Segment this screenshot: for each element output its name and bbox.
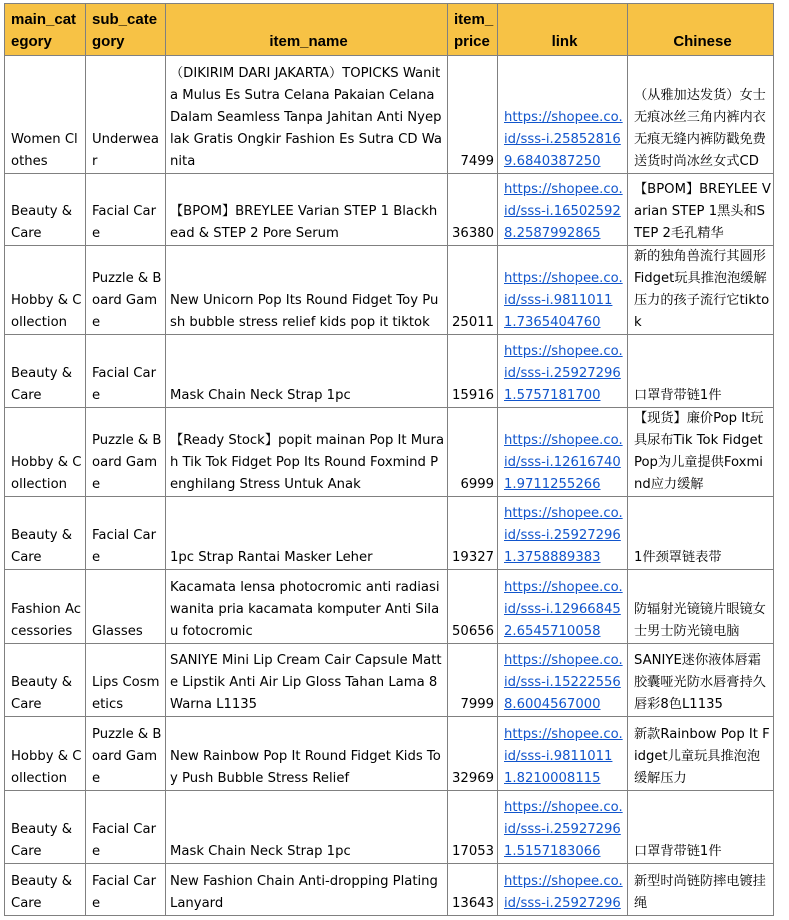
table-row <box>5 335 774 408</box>
sub-category-cell: Lips Cosmetics <box>86 644 166 717</box>
table-row <box>5 864 774 916</box>
main-category-cell: Hobby & Collection <box>5 717 86 791</box>
product-link[interactable]: https://shopee.co.id/sss-i.98110111.7365404760 <box>498 246 628 335</box>
chinese-name-cell: SANIYE迷你液体唇霜胶囊哑光防水唇膏持久唇彩8色L1135 <box>628 644 774 717</box>
chinese-name-cell: 口罩背带链1件 <box>628 335 774 408</box>
item-price-cell: 50656 <box>448 570 498 644</box>
sub-category-cell: Puzzle & Board Game <box>86 246 166 335</box>
product-link[interactable]: https://shopee.co.id/sss-i.259272961.3758889383 <box>498 497 628 570</box>
main-category-header[interactable]: main_cat egory <box>5 4 86 56</box>
item-price-cell: 19327 <box>448 497 498 570</box>
chinese-header[interactable]: Chinese <box>628 4 774 56</box>
item-name-cell: New Rainbow Pop It Round Fidget Kids Toy Push Bubble Stress Relief <box>166 717 448 791</box>
sub-category-cell: Facial Care <box>86 335 166 408</box>
main-category-cell: Beauty & Care <box>5 791 86 864</box>
header-row <box>5 4 774 56</box>
sub-category-cell: Facial Care <box>86 864 166 916</box>
table-row <box>5 246 774 335</box>
main-category-cell: Hobby & Collection <box>5 246 86 335</box>
item-name-cell: New Fashion Chain Anti-dropping Plating Lanyard <box>166 864 448 916</box>
item-name-header[interactable]: item_name <box>166 4 448 56</box>
item-name-cell: 【BPOM】BREYLEE Varian STEP 1 Blackhead & STEP 2 Pore Serum <box>166 174 448 246</box>
product-link[interactable]: https://shopee.co.id/sss-i.126167401.9711255266 <box>498 408 628 497</box>
item-price-cell: 6999 <box>448 408 498 497</box>
item-name-cell: Kacamata lensa photocromic anti radiasi wanita pria kacamata komputer Anti Silau fotocromic <box>166 570 448 644</box>
product-link[interactable]: https://shopee.co.id/sss-i.259272961.5757181700 <box>498 335 628 408</box>
main-category-cell: Beauty & Care <box>5 644 86 717</box>
chinese-name-cell: （从雅加达发货）女士无痕冰丝三角内裤内衣无痕无缝内裤防戳免费送货时尚冰丝女式CD <box>628 56 774 174</box>
product-table <box>4 3 774 916</box>
product-link[interactable]: https://shopee.co.id/sss-i.129668452.6545710058 <box>498 570 628 644</box>
sub-category-cell: Glasses <box>86 570 166 644</box>
sub-category-cell: Facial Care <box>86 497 166 570</box>
table-row <box>5 717 774 791</box>
main-category-cell: Women Clothes <box>5 56 86 174</box>
item-name-cell: 【Ready Stock】popit mainan Pop It Murah Tik Tok Fidget Pop Its Round Foxmind Penghilang Stress Untuk Anak <box>166 408 448 497</box>
main-category-cell: Beauty & Care <box>5 174 86 246</box>
item-price-header[interactable]: item_ price <box>448 4 498 56</box>
item-price-cell: 7999 <box>448 644 498 717</box>
main-category-cell: Hobby & Collection <box>5 408 86 497</box>
item-name-cell: （DIKIRIM DARI JAKARTA）TOPICKS Wanita Mulus Es Sutra Celana Pakaian Celana Dalam Seamless Tanpa Jahitan Anti Nyeplak Gratis Ongkir Fashion Es Sutra CD Wanita <box>166 56 448 174</box>
main-category-cell: Beauty & Care <box>5 864 86 916</box>
table-body <box>5 56 774 916</box>
chinese-name-cell: 口罩背带链1件 <box>628 791 774 864</box>
item-price-cell: 32969 <box>448 717 498 791</box>
sub-category-cell: Facial Care <box>86 791 166 864</box>
item-price-cell: 13643 <box>448 864 498 916</box>
chinese-name-cell: 新款Rainbow Pop It Fidget儿童玩具推泡泡缓解压力 <box>628 717 774 791</box>
chinese-name-cell: 【BPOM】BREYLEE Varian STEP 1黑头和STEP 2毛孔精华 <box>628 174 774 246</box>
main-category-cell: Beauty & Care <box>5 335 86 408</box>
product-link[interactable]: https://shopee.co.id/sss-i.165025928.2587992865 <box>498 174 628 246</box>
chinese-name-cell: 新的独角兽流行其圆形Fidget玩具推泡泡缓解压力的孩子流行它tiktok <box>628 246 774 335</box>
sub-category-cell: Underwear <box>86 56 166 174</box>
sub-category-cell: Puzzle & Board Game <box>86 717 166 791</box>
table-row <box>5 791 774 864</box>
product-link[interactable]: https://shopee.co.id/sss-i.152225568.6004567000 <box>498 644 628 717</box>
product-link[interactable]: https://shopee.co.id/sss-i.259272961.5157183066 <box>498 791 628 864</box>
item-price-cell: 17053 <box>448 791 498 864</box>
product-link[interactable]: https://shopee.co.id/sss-i.258528169.6840387250 <box>498 56 628 174</box>
chinese-name-cell: 新型时尚链防摔电镀挂绳 <box>628 864 774 916</box>
item-price-cell: 25011 <box>448 246 498 335</box>
table-row <box>5 644 774 717</box>
item-name-cell: Mask Chain Neck Strap 1pc <box>166 791 448 864</box>
table-row <box>5 174 774 246</box>
item-name-cell: New Unicorn Pop Its Round Fidget Toy Push bubble stress relief kids pop it tiktok <box>166 246 448 335</box>
table-row <box>5 570 774 644</box>
item-name-cell: 1pc Strap Rantai Masker Leher <box>166 497 448 570</box>
chinese-name-cell: 1件颈罩链表带 <box>628 497 774 570</box>
item-price-cell: 7499 <box>448 56 498 174</box>
table-row <box>5 497 774 570</box>
chinese-name-cell: 防辐射光镜镜片眼镜女士男士防光镜电脑 <box>628 570 774 644</box>
chinese-name-cell: 【现货】廉价Pop It玩具尿布Tik Tok Fidget Pop为儿童提供Foxmind应力缓解 <box>628 408 774 497</box>
table-row <box>5 408 774 497</box>
item-name-cell: SANIYE Mini Lip Cream Cair Capsule Matte Lipstik Anti Air Lip Gloss Tahan Lama 8 Warna L1135 <box>166 644 448 717</box>
item-name-cell: Mask Chain Neck Strap 1pc <box>166 335 448 408</box>
main-category-cell: Beauty & Care <box>5 497 86 570</box>
link-header[interactable]: link <box>498 4 628 56</box>
item-price-cell: 36380 <box>448 174 498 246</box>
item-price-cell: 15916 <box>448 335 498 408</box>
sub-category-cell: Facial Care <box>86 174 166 246</box>
table-row <box>5 56 774 174</box>
main-category-cell: Fashion Accessories <box>5 570 86 644</box>
product-link[interactable]: https://shopee.co.id/sss-i.98110111.8210008115 <box>498 717 628 791</box>
sub-category-cell: Puzzle & Board Game <box>86 408 166 497</box>
product-link[interactable]: https://shopee.co.id/sss-i.25927296 <box>498 864 628 916</box>
sub-category-header[interactable]: sub_cate gory <box>86 4 166 56</box>
